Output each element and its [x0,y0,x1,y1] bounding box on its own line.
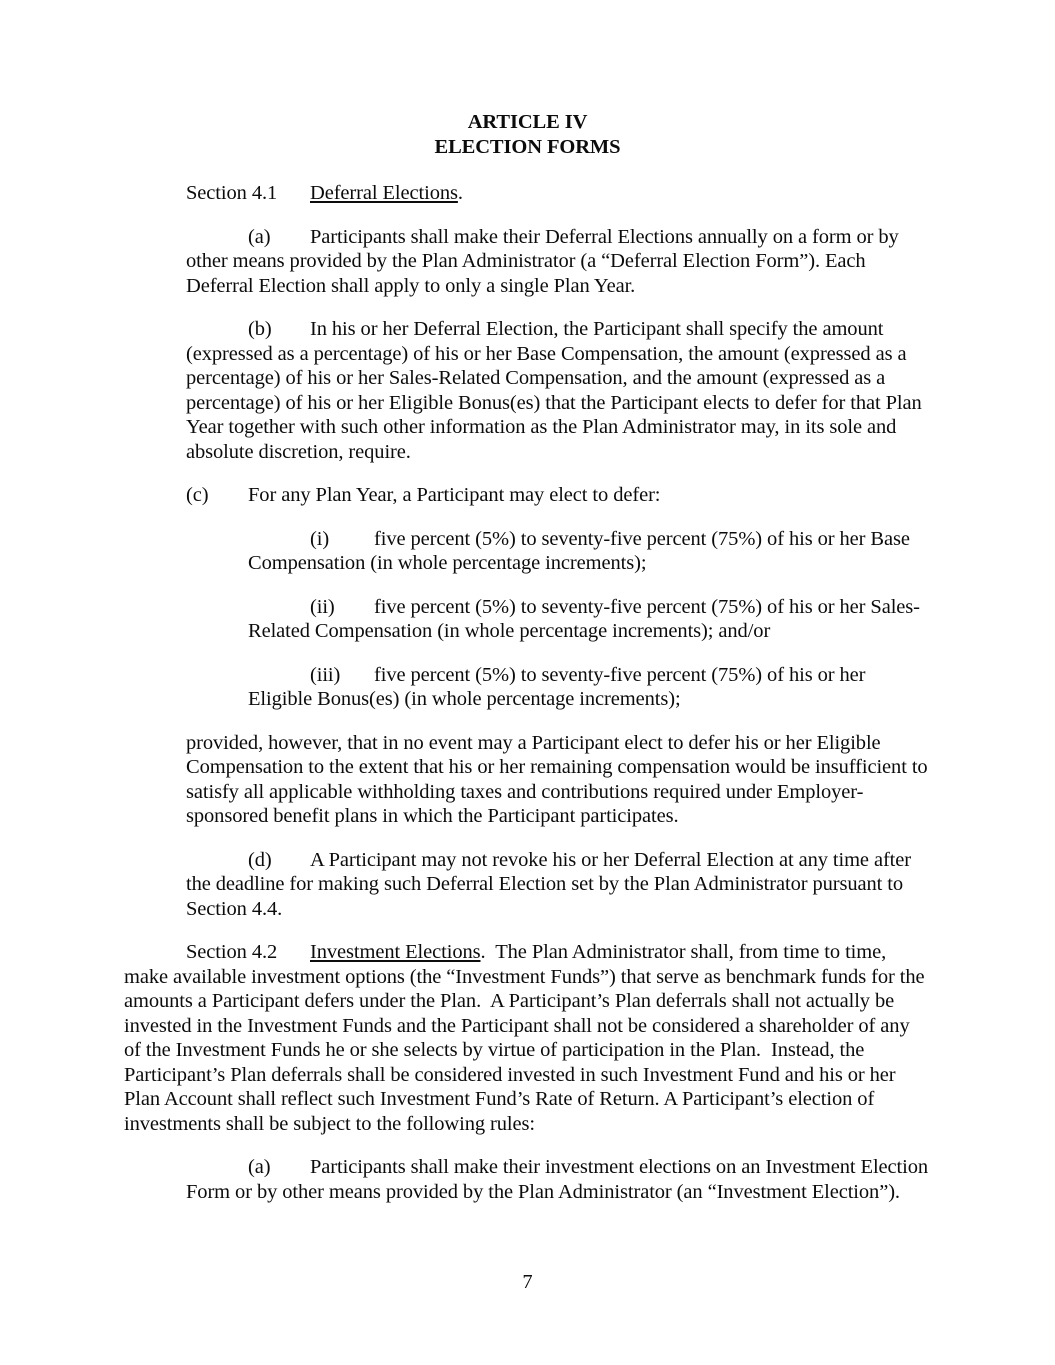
paragraph-label: (i) [310,527,330,550]
paragraph-lettered [186,317,931,464]
paragraph-label: Section 4.2 [186,941,278,963]
paragraph-lettered [186,225,931,299]
paragraph-label: (a) [248,225,271,248]
paragraph-text: Participants shall make their investment elections on an Investment Election Form or by other means provided by the Plan Administrator (an “Investment Election”). [186,1156,934,1203]
paragraph-plain [186,731,931,829]
paragraph-label: (a) [248,1156,271,1178]
section-heading-tail: . [480,941,496,963]
paragraph-section-run [124,940,931,1136]
paragraph-text: five percent (5%) to seventy-five percent (75%) of his or her Eligible Bonus(es) (in whole percentage increments); [248,663,871,710]
paragraph-section-line [186,181,931,206]
section-heading-tail: . [457,182,463,204]
paragraph-text: The Plan Administrator shall, from time to time, make available investment options (the “Investment Funds”) that serve as benchmark funds for the amounts a Participant defers under the Plan. A Participant’s Plan deferrals shall not actually be invested in the Investment Funds and the Participant shall not be considered a shareholder of any of the Investment Funds he or she selects by virtue of participation in the Plan. Instead, the Participant’s Plan deferrals shall be considered invested in such Investment Fund and his or her Plan Account shall reflect such Investment Fund’s Rate of Return. A Participant’s election of investments shall be subject to the following rules: [124,941,930,1135]
paragraph-label: (b) [248,318,272,340]
paragraph-lettered [186,848,931,922]
paragraph-label: Section 4.1 [186,182,278,204]
section-heading-underlined: Deferral Elections [310,182,458,204]
paragraph-lettered-flat [186,483,931,508]
article-heading-line2: ELECTION FORMS [434,135,621,158]
paragraph-text: In his or her Deferral Election, the Participant shall specify the amount (expressed as a percentage) of his or her Base Compensation, the amount (expressed as a percentage) of his or her Sales-Related Compensation, and the amount (expressed as a percentage) of his or her Eligible Bonus(es) that the Participant elects to defer for that Plan Year together with such other information as the Plan Administrator may, in its sole and absolute discretion, require. [186,318,926,463]
article-heading [124,110,931,159]
paragraph-roman [248,527,931,576]
paragraph-roman [248,595,931,644]
paragraph-label: (c) [186,484,209,506]
paragraph-lettered [186,1155,934,1204]
document-content [124,110,934,1223]
paragraph-text: Participants shall make their Deferral Elections annually on a form or by other means provided by the Plan Administrator (a “Deferral Election Form”). Each Deferral Election shall apply to only a single Plan Year. [186,225,904,297]
section-heading-underlined: Investment Elections [310,941,481,963]
article-heading-line1: ARTICLE IV [467,111,588,133]
paragraph-roman [248,663,931,712]
paragraph-text: five percent (5%) to seventy-five percent (75%) of his or her Base Compensation (in whole percentage increments); [248,527,915,574]
paragraph-text: For any Plan Year, a Participant may elect to defer: [248,484,661,506]
paragraph-label: (d) [248,848,272,871]
paragraph-text: five percent (5%) to seventy-five percent (75%) of his or her Sales-Related Compensation (in whole percentage increments); and/or [248,595,920,642]
paragraph-text: A Participant may not revoke his or her Deferral Election at any time after the deadline for making such Deferral Election set by the Plan Administrator pursuant to Section 4.4. [186,848,917,920]
paragraph-label: (iii) [310,663,341,686]
paragraph-text: provided, however, that in no event may a Participant elect to defer his or her Eligible Compensation to the extent that his or her remaining compensation would be insufficient to satisfy all applicable withholding taxes and contributions required under Employer-sponsored benefit plans in which the Participant participates. [186,731,933,827]
paragraph-list [124,181,934,1204]
page-number: 7 [522,1271,533,1293]
paragraph-label: (ii) [310,595,335,618]
